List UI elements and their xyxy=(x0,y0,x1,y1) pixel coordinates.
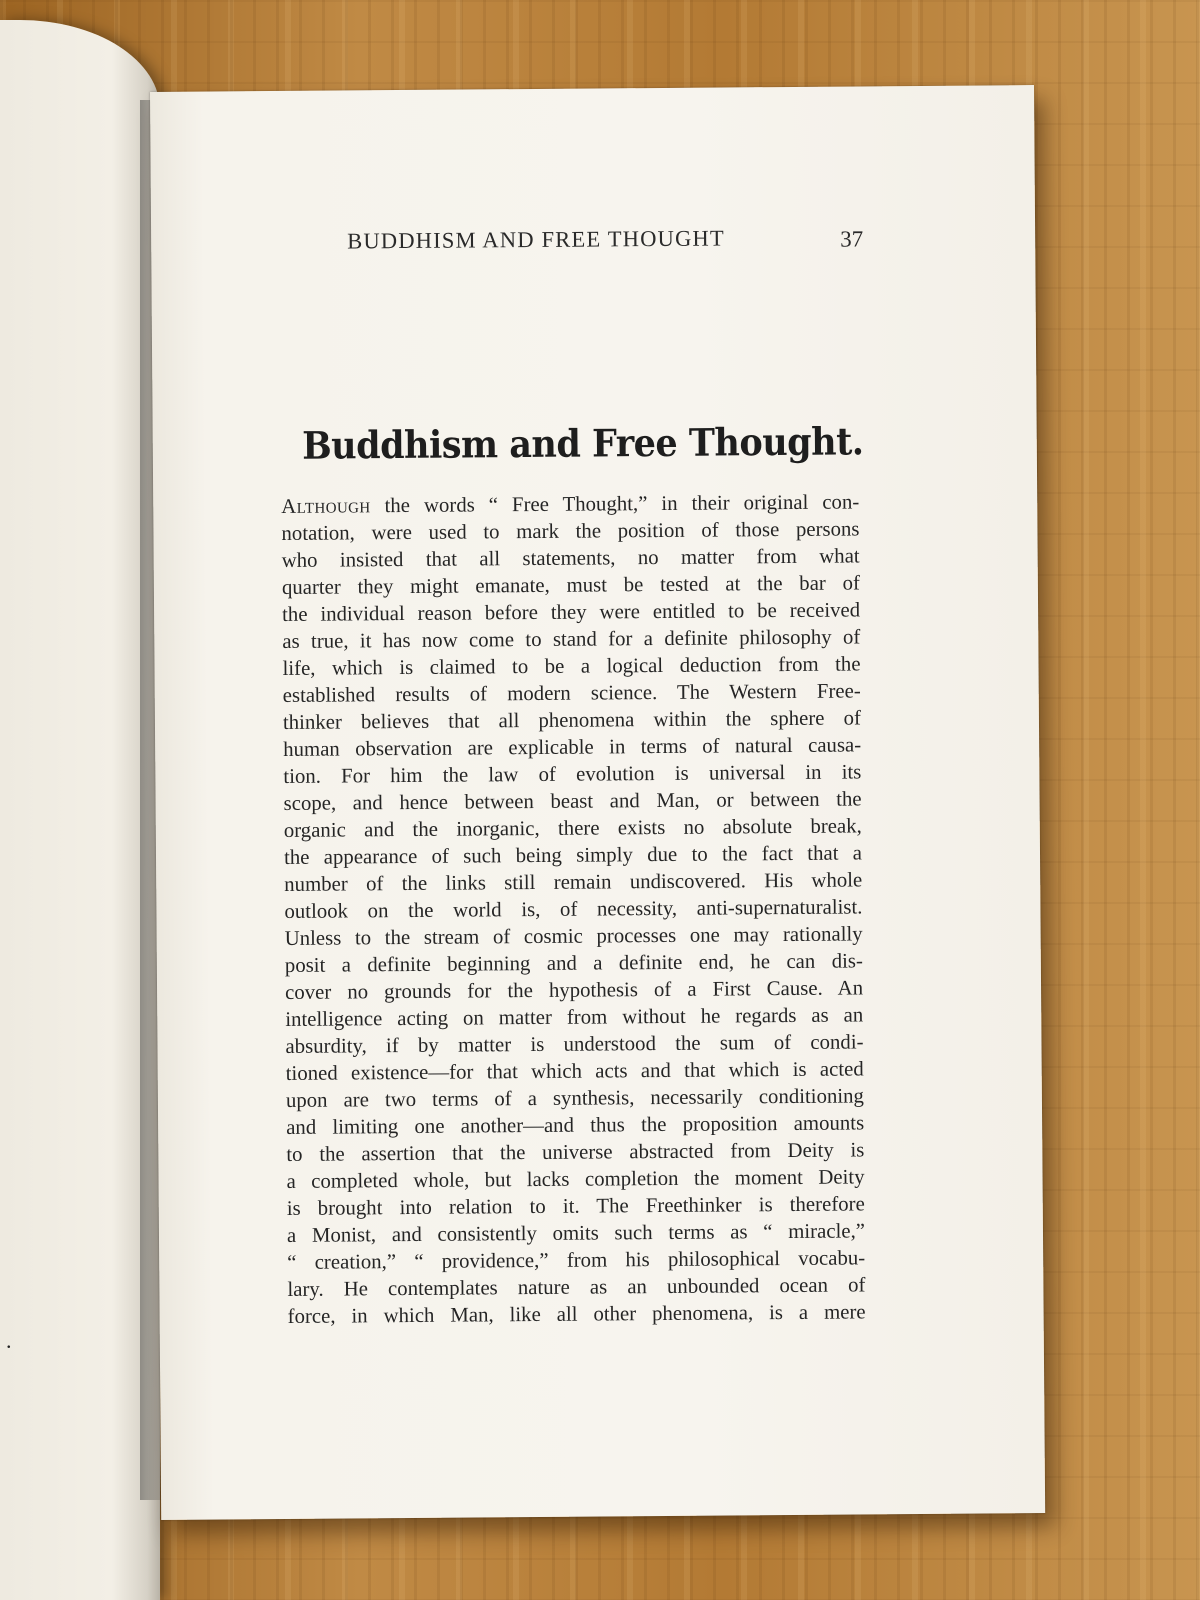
facing-left-page xyxy=(0,20,160,1600)
text-line: force, in which Man, like all other phenomena, is a mere xyxy=(287,1300,866,1328)
text-line: scope, and hence between beast and Man, or between the xyxy=(283,787,862,815)
text-line: established results of modern science. The Western Free- xyxy=(282,679,861,707)
text-line: who insisted that all statements, no matter from what xyxy=(281,544,860,572)
text-line: upon are two terms of a synthesis, necessarily conditioning xyxy=(285,1084,864,1112)
page-number: 37 xyxy=(840,226,864,252)
text-line: tioned existence—for that which acts and that which is acted xyxy=(285,1057,864,1085)
text-line: Although the words “ Free Thought,” in their original con- xyxy=(281,490,860,518)
text-line: posit a definite beginning and a definite end, he can dis- xyxy=(284,949,863,977)
lead-word: Although xyxy=(281,494,371,518)
text-line: is brought into relation to it. The Freethinker is therefore xyxy=(286,1192,865,1220)
text-line: absurdity, if by matter is understood the sum of condi- xyxy=(285,1030,864,1058)
text-line: life, which is claimed to be a logical deduction from the xyxy=(282,652,861,680)
text-line: notation, were used to mark the position of those persons xyxy=(281,517,860,545)
running-head: BUDDHISM AND FREE THOUGHT xyxy=(347,225,725,254)
text-line: organic and the inorganic, there exists no absolute break, xyxy=(283,814,862,842)
text-line: to the assertion that the universe abstracted from Deity is xyxy=(286,1138,865,1166)
text-line: lary. He contemplates nature as an unbounded ocean of xyxy=(287,1273,866,1301)
text-line: human observation are explicable in terms of natural causa- xyxy=(283,733,862,761)
text-line: the individual reason before they were entitled to be received xyxy=(282,598,861,626)
text-line: a Monist, and consistently omits such terms as “ miracle,” xyxy=(286,1219,866,1247)
text-line: and limiting one another—and thus the proposition amounts xyxy=(286,1111,865,1139)
book-page xyxy=(150,85,1045,1520)
text-line: cover no grounds for the hypothesis of a First Cause. An xyxy=(284,976,864,1004)
text-line: Unless to the stream of cosmic processes one may rationally xyxy=(284,922,863,950)
text-line: the appearance of such being simply due to the fact that a xyxy=(283,841,863,869)
text-line: intelligence acting on matter from without he regards as an xyxy=(285,1003,864,1031)
text-line: “ creation,” “ providence,” from his philosophical vocabu- xyxy=(287,1246,866,1274)
chapter-title: Buddhism and Free Thought. xyxy=(301,419,864,469)
text-line: as true, it has now come to stand for a definite philosophy of xyxy=(282,625,861,653)
text-line: outlook on the world is, of necessity, anti-supernaturalist. xyxy=(284,895,863,923)
text-line: thinker believes that all phenomena within the sphere of xyxy=(282,706,862,734)
body-text xyxy=(281,488,866,1330)
text-line: number of the links still remain undiscovered. His whole xyxy=(284,868,863,896)
text-line: quarter they might emanate, must be tested at the bar of xyxy=(281,571,860,599)
left-page-margin-mark: . xyxy=(6,1328,12,1353)
text-line: a completed whole, but lacks completion the moment Deity xyxy=(286,1165,865,1193)
text-line: tion. For him the law of evolution is universal in its xyxy=(283,760,862,788)
